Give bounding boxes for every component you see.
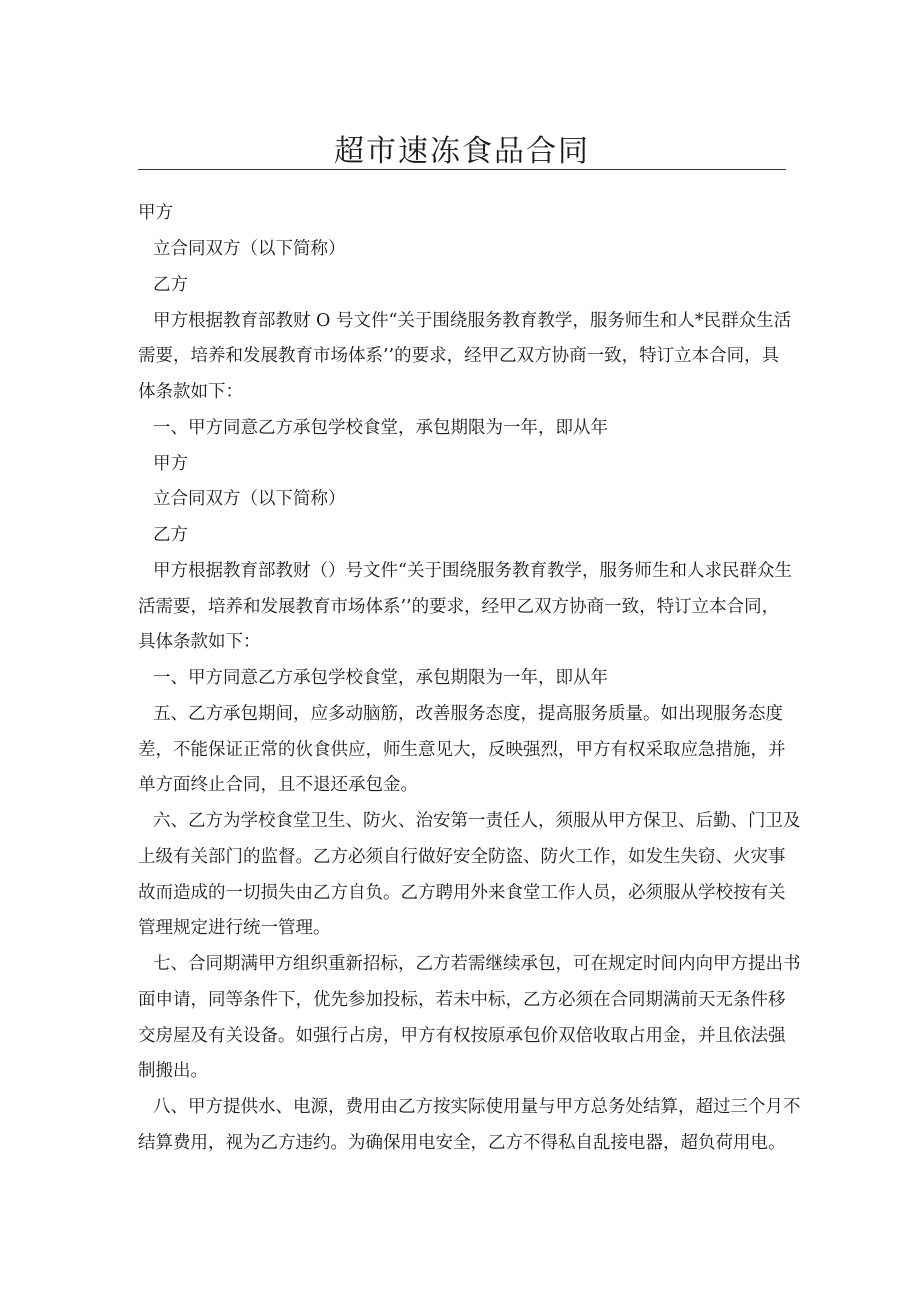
- text-line: 制搬出。: [138, 1061, 208, 1081]
- text-line: 甲方根据教育部教财 O 号文件“关于围绕服务教育教学，服务师生和人*民群众生活: [153, 311, 792, 331]
- text-line: 八、甲方提供水、电源，费用由乙方按实际使用量与甲方总务处结算，超过三个月不: [153, 1097, 801, 1117]
- text-line: 乙方: [153, 525, 188, 545]
- text-line: 体条款如下：: [138, 382, 243, 402]
- text-line: 结算费用，视为乙方违约。为确保用电安全，乙方不得私自乱接电器，超负荷用电。: [138, 1133, 786, 1153]
- text-line: 管理规定进行统一管理。: [138, 918, 331, 938]
- text-line: 立合同双方（以下简称）: [153, 239, 346, 259]
- text-line: 六、乙方为学校食堂卫生、防火、治安第一责任人，须服从甲方保卫、后勤、门卫及: [153, 811, 801, 831]
- text-line: 一、甲方同意乙方承包学校食堂，承包期限为一年，即从年: [153, 668, 608, 688]
- text-line: 乙方: [153, 275, 188, 295]
- document-title: 超市速冻食品合同: [334, 134, 590, 169]
- text-line: 一、甲方同意乙方承包学校食堂，承包期限为一年，即从年: [153, 418, 608, 438]
- text-line: 面申请，同等条件下，优先参加投标，若未中标，乙方必须在合同期满前天无条件移: [138, 990, 786, 1010]
- text-line: 单方面终止合同，且不退还承包金。: [138, 775, 418, 795]
- title-underline: [138, 169, 786, 170]
- text-line: 七、合同期满甲方组织重新招标，乙方若需继续承包，可在规定时间内向甲方提出书: [153, 954, 801, 974]
- text-line: 交房屋及有关设备。如强行占房，甲方有权按原承包价双倍收取占用金，并且依法强: [138, 1026, 786, 1046]
- text-line: 甲方根据教育部教财（）号文件“关于围绕服务教育教学，服务师生和人求民群众生: [153, 561, 792, 581]
- text-line: 立合同双方（以下简称）: [153, 489, 346, 509]
- text-line: 需要，培养和发展教育市场体系’’的要求，经甲乙双方协商一致，特订立本合同，具: [138, 346, 780, 366]
- text-line: 上级有关部门的监督。乙方必须自行做好安全防盗、防火工作，如发生失窃、火灾事: [138, 847, 786, 867]
- text-line: 差，不能保证正常的伙食供应，师生意见大，反映强烈，甲方有权采取应急措施，并: [138, 740, 786, 760]
- text-line: 故而造成的一切损失由乙方自负。乙方聘用外来食堂工作人员，必须服从学校按有关: [138, 883, 786, 903]
- text-line: 具体条款如下：: [138, 632, 261, 652]
- text-line: 五、乙方承包期间，应多动脑筋，改善服务态度，提高服务质量。如出现服务态度: [153, 704, 783, 724]
- text-line: 甲方: [153, 454, 188, 474]
- text-line: 甲方: [138, 203, 173, 223]
- text-line: 活需要，培养和发展教育市场体系’’的要求，经甲乙双方协商一致，特订立本合同，: [138, 597, 780, 617]
